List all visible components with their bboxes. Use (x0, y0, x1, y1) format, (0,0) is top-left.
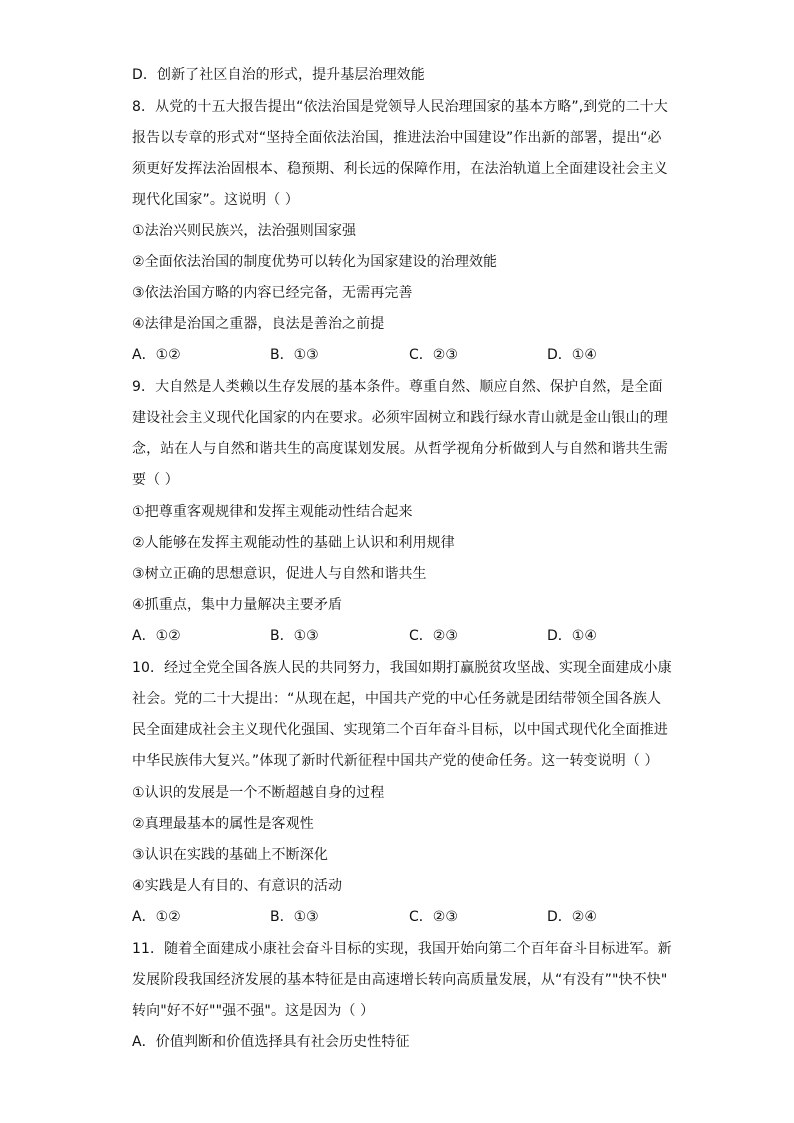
q8-item: ④法律是治国之重器，良法是善治之前提 (132, 316, 385, 332)
q9-choice-a: A．①② (132, 628, 181, 644)
q10-stem-line: 社会。党的二十大提出：“从现在起，中国共产党的中心任务就是团结带领全国各族人 (132, 691, 662, 707)
q11-stem-line: 转向"好不好""强不强"。这是因为（ ） (132, 1003, 375, 1019)
q10-stem-line: 中华民族伟大复兴。”体现了新时代新征程中国共产党的使命任务。这一转变说明（ ） (132, 753, 659, 769)
q8-stem-line: 报告以专章的形式对“坚持全面依法治国，推进法治中国建设”作出新的部署，提出“必 (132, 130, 662, 146)
q8-choice-c: C．②③ (409, 347, 458, 363)
q7-option-d: D．创新了社区自治的形式，提升基层治理效能 (132, 67, 425, 83)
q10-stem-line: 民全面建成社会主义现代化强国、实现第二个百年奋斗目标，以中国式现代化全面推进 (132, 722, 668, 738)
q8-choice-a: A．①② (132, 347, 181, 363)
q9-choice-c: C．②③ (409, 628, 458, 644)
q10-item: ④实践是人有目的、有意识的活动 (132, 878, 343, 894)
q10-item: ②真理最基本的属性是客观性 (132, 816, 314, 832)
q8-item: ③依法治国方略的内容已经完备，无需再完善 (132, 285, 413, 301)
q10-item: ①认识的发展是一个不断超越自身的过程 (132, 785, 385, 801)
q9-item: ③树立正确的思想意识，促进人与自然和谐共生 (132, 566, 427, 582)
q11-stem-line: 发展阶段我国经济发展的基本特征是由高速增长转向高质量发展，从“有没有”"快不快" (132, 972, 668, 988)
q8-item: ②全面依法治国的制度优势可以转化为国家建设的治理效能 (132, 254, 498, 270)
q9-stem-line: 念，站在人与自然和谐共生的高度谋划发展。从哲学视角分析做到人与自然和谐共生需 (132, 441, 668, 457)
q8-choices (132, 344, 672, 366)
q11-stem-line: 11．随着全面建成小康社会奋斗目标的实现，我国开始向第二个百年奋斗目标进军。新 (132, 941, 672, 957)
q10-choice-d: D．②④ (547, 909, 597, 925)
q9-choices (132, 625, 672, 647)
q8-stem-line: 8．从党的十五大报告提出“依法治国是党领导人民治理国家的基本方略”,到党的二十大 (132, 99, 668, 115)
q10-choice-a: A．①② (132, 909, 181, 925)
q10-choice-b: B．①③ (270, 909, 319, 925)
q8-stem-line: 须更好发挥法治固根本、稳预期、利长远的保障作用，在法治轨道上全面建设社会主义 (132, 161, 668, 177)
q9-stem-line: 9．大自然是人类赖以生存发展的基本条件。尊重自然、顺应自然、保护自然，是全面 (132, 379, 663, 395)
q10-item: ③认识在实践的基础上不断深化 (132, 847, 328, 863)
q10-choices (132, 906, 672, 928)
q8-stem-line: 现代化国家”。这说明（ ） (132, 192, 300, 208)
q9-choice-d: D．①④ (547, 628, 597, 644)
q8-choice-d: D．①④ (547, 347, 597, 363)
q9-item: ①把尊重客观规律和发挥主观能动性结合起来 (132, 504, 413, 520)
q10-stem-line: 10．经过全党全国各族人民的共同努力，我国如期打赢脱贫攻坚战、实现全面建成小康 (132, 660, 672, 676)
q10-choice-c: C．②③ (409, 909, 458, 925)
q11-option-a: A．价值判断和价值选择具有社会历史性特征 (132, 1034, 410, 1050)
q8-choice-b: B．①③ (270, 347, 319, 363)
q9-stem-line: 建设社会主义现代化国家的内在要求。必须牢固树立和践行绿水青山就是金山银山的理 (132, 410, 668, 426)
q9-item: ④抓重点，集中力量解决主要矛盾 (132, 597, 343, 613)
q8-item: ①法治兴则民族兴，法治强则国家强 (132, 223, 357, 239)
q9-choice-b: B．①③ (270, 628, 319, 644)
q9-item: ②人能够在发挥主观能动性的基础上认识和利用规律 (132, 535, 455, 551)
q9-stem-line: 要（ ） (132, 472, 179, 488)
